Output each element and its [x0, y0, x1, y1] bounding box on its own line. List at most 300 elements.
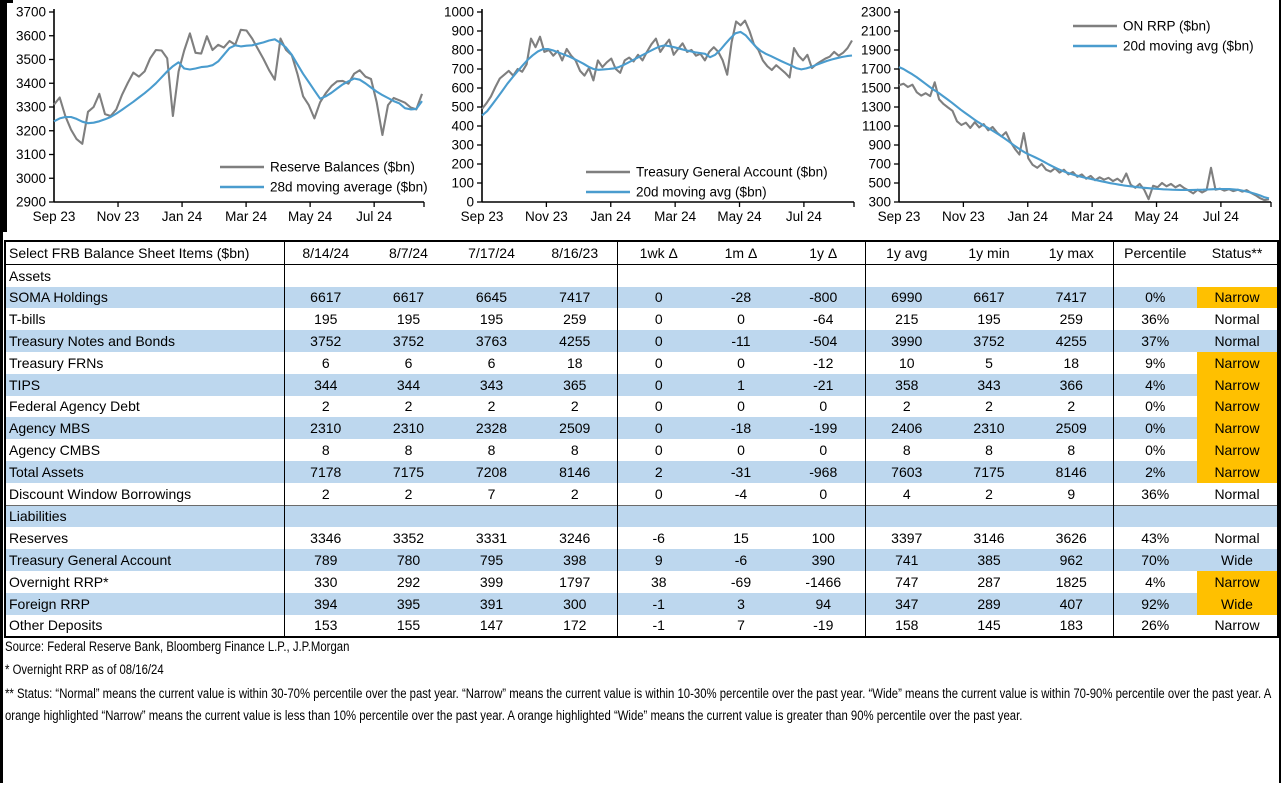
status-cell: Narrow — [1214, 617, 1260, 634]
status-cell: Wide — [1197, 593, 1278, 615]
status-cell — [1197, 505, 1278, 527]
table-cell: 780 — [367, 549, 450, 571]
row-label: Treasury General Account — [5, 549, 284, 571]
table-row — [5, 439, 1278, 461]
table-cell: 330 — [284, 571, 367, 593]
table-cell: 158 — [865, 615, 948, 638]
column-header: Percentile — [1113, 241, 1197, 264]
svg-text:400: 400 — [451, 118, 474, 134]
table-cell: 2406 — [865, 417, 948, 439]
table-cell: -12 — [813, 354, 834, 371]
svg-text:Mar 24: Mar 24 — [225, 209, 268, 224]
table-cell: 300 — [533, 593, 617, 615]
svg-text:600: 600 — [451, 80, 474, 96]
table-cell: 1797 — [559, 573, 591, 590]
table-cell: 3 — [700, 593, 782, 615]
table-cell: 9 — [1067, 485, 1076, 502]
table-row — [5, 330, 1278, 352]
svg-text:Jul 24: Jul 24 — [785, 209, 822, 224]
table-cell — [1113, 505, 1197, 527]
table-cell: -504 — [782, 330, 865, 352]
table-cell: 8146 — [533, 461, 617, 483]
table-cell: 4% — [1113, 374, 1197, 396]
table-cell: 0 — [819, 485, 828, 502]
table-cell: 0 — [617, 417, 700, 439]
table-cell: -1 — [617, 615, 700, 638]
table-cell: 37% — [1113, 330, 1197, 352]
table-cell: 390 — [782, 549, 865, 571]
row-label: Foreign RRP — [5, 593, 284, 615]
table-cell: 2 — [284, 396, 367, 418]
table-cell: 3331 — [475, 530, 508, 547]
status-cell: Narrow — [1197, 439, 1278, 461]
table-cell: 0 — [737, 398, 745, 415]
svg-text:0: 0 — [466, 194, 474, 210]
table-cell: 394 — [284, 593, 367, 615]
table-cell: 1 — [700, 374, 782, 396]
column-header: 7/17/24 — [468, 244, 515, 261]
svg-text:Jan 24: Jan 24 — [1007, 209, 1049, 224]
table-cell — [865, 505, 948, 527]
column-header: 8/7/24 — [389, 244, 428, 261]
table-cell: 0% — [1113, 417, 1197, 439]
table-row — [5, 483, 1278, 505]
status-cell: Narrow — [1197, 571, 1278, 593]
column-header: 1m Δ — [724, 244, 758, 261]
row-label: Agency CMBS — [9, 442, 101, 459]
column-header: 1y Δ — [809, 244, 838, 261]
table-cell — [450, 264, 533, 286]
svg-text:Mar 24: Mar 24 — [654, 209, 697, 224]
svg-text:700: 700 — [868, 156, 891, 172]
table-cell: 7 — [487, 485, 496, 502]
table-cell: -968 — [782, 461, 865, 483]
table-cell: 962 — [1030, 549, 1113, 571]
table-cell: 15 — [733, 530, 749, 547]
table-cell: 6645 — [450, 287, 533, 309]
status-cell — [1197, 264, 1278, 286]
table-cell — [617, 505, 700, 527]
table-cell: 6617 — [948, 287, 1030, 309]
table-cell: 2 — [985, 398, 993, 415]
table-cell: 195 — [284, 308, 367, 330]
table-cell: 8 — [487, 442, 496, 459]
svg-text:May 24: May 24 — [1134, 209, 1179, 224]
table-cell: 4% — [1113, 571, 1197, 593]
status-cell: Narrow — [1197, 461, 1278, 483]
row-label: TIPS — [5, 374, 284, 396]
svg-text:1100: 1100 — [861, 118, 891, 134]
svg-text:3700: 3700 — [15, 4, 46, 20]
column-header: 1wk Δ — [617, 241, 700, 264]
table-title: Select FRB Balance Sheet Items ($bn) — [9, 244, 250, 261]
table-cell: 36% — [1113, 483, 1197, 505]
table-cell: 6 — [404, 354, 413, 371]
svg-text:Jul 24: Jul 24 — [1202, 209, 1239, 224]
svg-text:Sep 23: Sep 23 — [460, 209, 504, 224]
table-cell: 8146 — [1030, 461, 1113, 483]
svg-text:900: 900 — [868, 137, 891, 153]
svg-text:20d moving avg ($bn): 20d moving avg ($bn) — [1123, 38, 1254, 54]
table-cell: 365 — [533, 374, 617, 396]
table-row — [5, 461, 1278, 483]
table-cell: 8 — [1067, 442, 1076, 459]
table-cell: 2328 — [450, 417, 533, 439]
status-cell: Narrow — [1197, 396, 1278, 418]
row-label: Liabilities — [5, 505, 284, 527]
table-cell: 8 — [404, 442, 413, 459]
table-cell: 100 — [811, 530, 835, 547]
table-cell — [1030, 505, 1113, 527]
svg-text:Jan 24: Jan 24 — [161, 209, 203, 224]
table-cell: 43% — [1113, 527, 1197, 549]
svg-text:28d moving average ($bn): 28d moving average ($bn) — [270, 179, 428, 195]
column-header: 1y max — [1048, 244, 1094, 261]
svg-text:3600: 3600 — [15, 28, 46, 44]
svg-text:700: 700 — [451, 61, 474, 77]
table-cell: 3352 — [392, 530, 425, 547]
table-cell: -64 — [813, 311, 834, 328]
table-cell: 9 — [617, 549, 700, 571]
column-header: 1y avg — [865, 241, 948, 264]
svg-text:Nov 23: Nov 23 — [941, 209, 985, 224]
table-cell: 2 — [404, 398, 413, 415]
status-cell: Normal — [1197, 330, 1278, 352]
table-cell: 10 — [865, 352, 948, 374]
table-cell — [782, 505, 865, 527]
table-cell: 3752 — [948, 330, 1030, 352]
table-cell: 195 — [396, 311, 421, 328]
svg-text:100: 100 — [451, 175, 474, 191]
page-edge-top — [0, 0, 13, 3]
table-cell — [367, 264, 450, 286]
table-cell: 2 — [404, 485, 413, 502]
table-cell — [948, 264, 1030, 286]
table-cell: 2 — [284, 483, 367, 505]
svg-text:300: 300 — [868, 194, 891, 210]
table-cell: 2509 — [1030, 417, 1113, 439]
table-cell: 0 — [617, 483, 700, 505]
table-cell: 2 — [617, 461, 700, 483]
table-cell: 7175 — [948, 461, 1030, 483]
svg-text:1700: 1700 — [860, 61, 891, 77]
table-cell: 2 — [985, 485, 993, 502]
table-cell: 0 — [737, 354, 745, 371]
row-label: Discount Window Borrowings — [9, 485, 192, 502]
table-cell: 747 — [865, 571, 948, 593]
status-cell: Normal — [1214, 530, 1260, 547]
svg-text:Reserve Balances ($bn): Reserve Balances ($bn) — [270, 159, 415, 175]
table-cell: 6617 — [284, 287, 367, 309]
table-cell: 7603 — [865, 461, 948, 483]
table-cell: 172 — [563, 617, 587, 634]
table-cell: 26% — [1113, 615, 1197, 638]
table-body — [5, 264, 1278, 637]
table-row — [5, 549, 1278, 571]
table-cell: 289 — [948, 593, 1030, 615]
table-row — [5, 396, 1278, 418]
table-cell: 2310 — [367, 417, 450, 439]
row-label: Agency MBS — [5, 417, 284, 439]
column-header: Status** — [1211, 244, 1263, 261]
table-cell: 3752 — [367, 330, 450, 352]
table-cell: 7208 — [450, 461, 533, 483]
table-cell: 8 — [284, 439, 367, 461]
svg-text:3500: 3500 — [15, 52, 46, 67]
table-cell: 4 — [865, 483, 948, 505]
table-cell: 0 — [737, 311, 745, 328]
svg-text:500: 500 — [451, 99, 474, 115]
table-cell: 0 — [617, 374, 700, 396]
svg-text:May 24: May 24 — [287, 209, 333, 224]
charts-row — [0, 4, 1281, 236]
table-cell: -6 — [700, 549, 782, 571]
table-cell: -21 — [782, 374, 865, 396]
table-cell — [533, 264, 617, 286]
status-cell: Wide — [1197, 549, 1278, 571]
table-cell: 3763 — [450, 330, 533, 352]
svg-text:1900: 1900 — [860, 42, 891, 58]
table-cell: 6 — [284, 352, 367, 374]
table-cell: 7417 — [1030, 287, 1113, 309]
svg-text:3000: 3000 — [15, 170, 46, 186]
table-cell: 0 — [617, 287, 700, 309]
table-cell — [1030, 264, 1113, 286]
row-label: Other Deposits — [9, 617, 103, 634]
table-cell: 2% — [1113, 461, 1197, 483]
table-cell — [1113, 264, 1197, 286]
table-cell: 2 — [1067, 398, 1076, 415]
table-row — [5, 527, 1278, 549]
table-cell: 395 — [367, 593, 450, 615]
table-cell: 5 — [985, 354, 993, 371]
table-cell: 38 — [617, 571, 700, 593]
table-row — [5, 417, 1278, 439]
status-cell: Narrow — [1197, 374, 1278, 396]
table-cell: 2509 — [533, 417, 617, 439]
row-label: Federal Agency Debt — [9, 398, 140, 415]
row-label: Treasury Notes and Bonds — [5, 330, 284, 352]
table-cell: -28 — [700, 287, 782, 309]
table-cell — [700, 505, 782, 527]
treasury-general-account-chart — [438, 4, 860, 230]
svg-text:300: 300 — [451, 137, 474, 153]
svg-text:2300: 2300 — [860, 4, 891, 20]
table-cell: 287 — [977, 573, 1001, 590]
table-cell: -19 — [813, 617, 834, 634]
table-cell: 789 — [284, 549, 367, 571]
section-row — [5, 505, 1278, 527]
table-cell: 92% — [1113, 593, 1197, 615]
svg-text:1500: 1500 — [860, 80, 891, 96]
table-cell — [284, 505, 367, 527]
table-row — [5, 308, 1278, 330]
column-header: 8/16/23 — [551, 244, 599, 261]
table-cell: 2 — [570, 485, 579, 502]
status-definition-note: ** Status: “Normal” means the current value is within 30-70% percentile over the past year. “Narrow” means the current value is within 10-30% percentile over the past year. “Wide” means the current value is within 70-90% percentile over the past year. A orange highlighted “Narrow” means the current value is less than 10% percentile over the past year. A orange highlighted “Wide” means the current value is greater than 90% percentile over the past year. — [5, 686, 1271, 723]
table-cell: 0 — [617, 330, 700, 352]
table-cell: 0% — [1113, 439, 1197, 461]
footnotes — [5, 637, 1277, 727]
table-cell: 7417 — [533, 287, 617, 309]
table-cell: 145 — [977, 617, 1001, 634]
table-row — [5, 593, 1278, 615]
row-label: Total Assets — [5, 461, 284, 483]
svg-text:Mar 24: Mar 24 — [1071, 209, 1114, 224]
table-cell — [533, 505, 617, 527]
svg-text:800: 800 — [451, 42, 474, 58]
source-note: Source: Federal Reserve Bank, Bloomberg Finance L.P., J.P.Morgan — [5, 639, 350, 654]
table-cell: 0 — [617, 396, 700, 418]
row-label: Reserves — [9, 530, 69, 547]
table-cell — [700, 264, 782, 286]
table-cell: 3246 — [559, 530, 591, 547]
row-label: T-bills — [9, 311, 46, 328]
table-cell: 7 — [737, 617, 745, 634]
table-cell: 398 — [533, 549, 617, 571]
table-cell: -4 — [734, 485, 748, 502]
svg-text:2900: 2900 — [15, 194, 46, 210]
column-header: 1y min — [968, 244, 1010, 261]
table-cell: 195 — [977, 311, 1001, 328]
table-cell: 2 — [570, 398, 579, 415]
status-cell: Narrow — [1197, 417, 1278, 439]
table-cell: 343 — [450, 374, 533, 396]
table-row — [5, 571, 1278, 593]
table-cell: 259 — [1059, 311, 1083, 328]
svg-text:Sep 23: Sep 23 — [32, 209, 76, 224]
table-row — [5, 374, 1278, 396]
table-cell: 391 — [450, 593, 533, 615]
table-cell: 0% — [1113, 287, 1197, 309]
table-cell: -11 — [700, 330, 782, 352]
table-cell: 0 — [617, 439, 700, 461]
table-cell: -199 — [782, 417, 865, 439]
status-cell: Normal — [1214, 485, 1260, 502]
table-row — [5, 615, 1278, 638]
row-label: SOMA Holdings — [5, 287, 284, 309]
svg-text:Nov 23: Nov 23 — [524, 209, 568, 224]
table-cell — [450, 505, 533, 527]
svg-text:1300: 1300 — [860, 99, 891, 115]
table-cell: 344 — [367, 374, 450, 396]
table-cell — [367, 505, 450, 527]
table-cell: 2 — [487, 398, 496, 415]
table-cell: 2310 — [948, 417, 1030, 439]
table-cell: 344 — [284, 374, 367, 396]
table-cell: 347 — [865, 593, 948, 615]
row-label: Overnight RRP* — [9, 573, 109, 590]
svg-text:20d moving avg ($bn): 20d moving avg ($bn) — [636, 184, 767, 200]
svg-text:Sep 23: Sep 23 — [877, 209, 921, 224]
table-cell — [782, 264, 865, 286]
table-cell: -18 — [700, 417, 782, 439]
svg-text:Jul 24: Jul 24 — [356, 209, 393, 224]
status-cell: Normal — [1214, 311, 1260, 328]
svg-text:Jan 24: Jan 24 — [590, 209, 632, 224]
section-row — [5, 264, 1278, 286]
table-cell: 407 — [1030, 593, 1113, 615]
table-cell — [948, 505, 1030, 527]
table-cell: 366 — [1030, 374, 1113, 396]
table-cell: 0 — [617, 308, 700, 330]
svg-text:Nov 23: Nov 23 — [96, 209, 140, 224]
table-cell: 3752 — [284, 330, 367, 352]
rrp-asof-note: * Overnight RRP as of 08/16/24 — [5, 662, 164, 677]
table-cell: 6 — [487, 354, 496, 371]
svg-text:200: 200 — [451, 156, 474, 172]
table-cell: 18 — [1063, 354, 1080, 371]
table-cell: 2310 — [284, 417, 367, 439]
svg-text:Treasury General Account ($bn): Treasury General Account ($bn) — [636, 164, 828, 180]
table-cell: 1825 — [1055, 573, 1087, 590]
table-cell: -69 — [730, 573, 752, 590]
status-cell: Narrow — [1197, 287, 1278, 309]
table-row — [5, 287, 1278, 309]
table-cell: 8 — [570, 442, 579, 459]
table-cell: 8 — [985, 442, 993, 459]
svg-text:2100: 2100 — [860, 23, 891, 39]
table-cell: -1 — [617, 593, 700, 615]
table-cell: 0 — [737, 442, 745, 459]
table-cell: 6617 — [367, 287, 450, 309]
table-cell: 0 — [617, 352, 700, 374]
svg-text:3300: 3300 — [15, 99, 46, 115]
table-cell: 195 — [479, 311, 504, 328]
table-cell: 9% — [1113, 352, 1197, 374]
table-cell: 259 — [563, 311, 587, 328]
table-cell: 0 — [819, 398, 828, 415]
table-cell: 6990 — [865, 287, 948, 309]
table-cell: 0% — [1113, 396, 1197, 418]
table-header-row — [5, 241, 1278, 264]
table-cell — [284, 264, 367, 286]
table-cell: 358 — [865, 374, 948, 396]
column-header: 8/14/24 — [284, 241, 367, 264]
table-cell: 4255 — [1030, 330, 1113, 352]
row-label: Assets — [9, 267, 52, 284]
on-rrp-chart — [855, 4, 1277, 230]
table-cell: 399 — [479, 573, 504, 590]
table-cell: 2 — [865, 396, 948, 418]
svg-text:3100: 3100 — [15, 147, 46, 162]
table-cell: 70% — [1113, 549, 1197, 571]
svg-text:500: 500 — [868, 175, 891, 191]
table-cell: -6 — [617, 527, 700, 549]
svg-text:900: 900 — [451, 23, 474, 39]
table-cell: 741 — [865, 549, 948, 571]
table-cell: 0 — [819, 442, 828, 459]
table-cell: 18 — [566, 354, 583, 371]
table-cell: 292 — [396, 573, 421, 590]
table-cell: -800 — [782, 287, 865, 309]
svg-text:3400: 3400 — [15, 75, 46, 91]
table-cell: -1466 — [805, 573, 842, 590]
svg-text:3200: 3200 — [15, 123, 46, 139]
table-cell: 147 — [479, 617, 504, 634]
reserve-balances-chart — [8, 4, 430, 230]
svg-text:May 24: May 24 — [717, 209, 762, 224]
table-cell: 183 — [1059, 617, 1083, 634]
table-cell: 3990 — [865, 330, 948, 352]
table-cell: -31 — [700, 461, 782, 483]
table-cell: 3346 — [284, 527, 367, 549]
svg-text:ON RRP ($bn): ON RRP ($bn) — [1123, 18, 1211, 34]
table-cell: 153 — [284, 615, 367, 638]
table-cell: 8 — [865, 439, 948, 461]
table-cell — [617, 264, 700, 286]
svg-text:1000: 1000 — [443, 4, 474, 20]
